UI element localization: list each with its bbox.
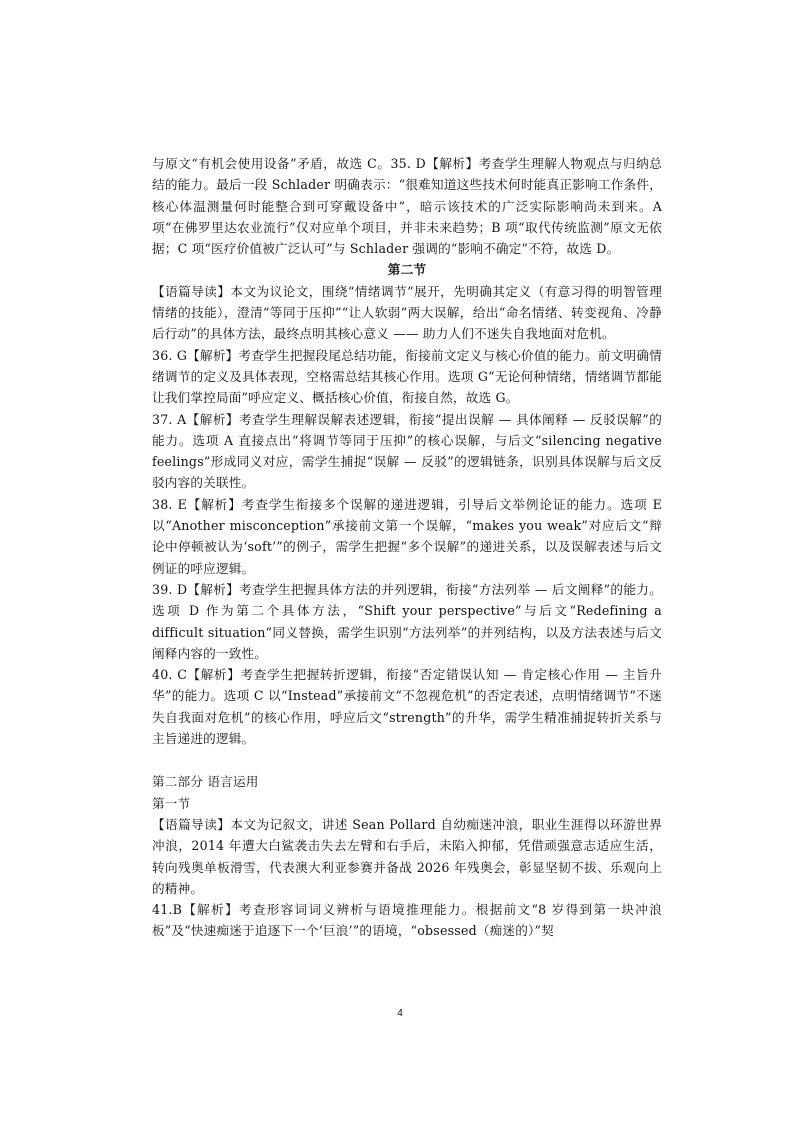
p-35-continued: 与原文“有机会使用设备”矛盾，故选 C。35. D【解析】考查学生理解人物观点与归纳总结的能力。最后一段 Schlader 明确表示：“很难知道这些技术何时能真正影响工作条件，核心体温测量何时能整合到可穿戴设备中”，暗示该技术的广泛实际影响尚未到来。A 项“在佛罗里达农业流行”仅对应单个项目，并非未来趋势；B 项“取代传统监测”原文无依据；C 项“医疗价值被广泛认可”与 Schlader 强调的“影响不确定”不符，故选 D。 bbox=[152, 156, 662, 257]
section-heading-1: 第一节 bbox=[152, 795, 191, 811]
part-2-heading: 第二部分 语言运用 bbox=[152, 774, 259, 790]
spacer bbox=[152, 749, 662, 771]
p-36: 36. G【解析】考查学生把握段尾总结功能，衔接前文定义与核心价值的能力。前文明确情绪调节的定义及具体表现，空格需总结其核心作用。选项 G“无论何种情绪，情绪调节都能让我们掌控局面”呼应定义、概括核心价值，衔接自然，故选 G。 bbox=[152, 347, 662, 406]
p-38: 38. E【解析】考查学生衔接多个误解的递进逻辑，引导后文举例论证的能力。选项 E 以“Another misconception”承接前文第一个误解，“makes you weak”对应后文“辩论中停顿被认为‘soft’”的例子，需学生把握“多个误解”的递进关系，以及误解表述与后文例证的呼应逻辑。 bbox=[152, 496, 662, 576]
p-guide-2: 【语篇导读】本文为记叙文，讲述 Sean Pollard 自幼痴迷冲浪，职业生涯得以环游世界冲浪，2014 年遭大白鲨袭击失去左臂和右手后，未陷入抑郁，凭借顽强意志适应生活，转向残奥单板滑雪，代表澳大利亚参赛并备战 2026 年残奥会，彰显坚韧不拔、乐观向上的精神。 bbox=[152, 816, 662, 896]
section-heading-2: 第二节 bbox=[387, 262, 427, 278]
p-37: 37. A【解析】考查学生理解误解表述逻辑，衔接“提出误解 — 具体阐释 — 反驳误解”的能力。选项 A 直接点出“将调节等同于压抑”的核心误解，与后文“silencing negative feelings”形成同义对应，需学生捕捉“误解 — 反驳”的逻辑链条，识别具体误解与后文反驳内容的关联性。 bbox=[152, 411, 662, 491]
document-body bbox=[152, 153, 662, 942]
p-guide-1: 【语篇导读】本文为议论文，围绕“情绪调节”展开，先明确其定义（有意习得的明智管理情绪的技能），澄清“等同于压抑”“让人软弱”两大误解，给出“命名情绪、转变视角、冷静后行动”的具体方法，最终点明其核心意义 —— 助力人们不迷失自我地面对危机。 bbox=[152, 283, 662, 342]
p-39: 39. D【解析】考查学生把握具体方法的并列逻辑，衔接“方法列举 — 后文阐释”的能力。选项 D 作为第二个具体方法，“Shift your perspective”与后文“Redefining a difficult situation”同义替换，需学生识别“方法列举”的并列结构，以及方法表述与后文阐释内容的一致性。 bbox=[152, 581, 662, 661]
p-40: 40. C【解析】考查学生把握转折逻辑，衔接“否定错误认知 — 肯定核心作用 — 主旨升华”的能力。选项 C 以“Instead”承接前文“不忽视危机”的否定表述，点明情绪调节“不迷失自我面对危机”的核心作用，呼应后文“strength”的升华，需学生精准捕捉转折关系与主旨递进的逻辑。 bbox=[152, 667, 662, 747]
page-number: 4 bbox=[397, 1008, 403, 1019]
p-41: 41.B【解析】考查形容词词义辨析与语境推理能力。根据前文“8 岁得到第一块冲浪板”及“快速痴迷于追逐下一个‘巨浪’”的语境，“obsessed（痴迷的）”契 bbox=[152, 902, 662, 939]
